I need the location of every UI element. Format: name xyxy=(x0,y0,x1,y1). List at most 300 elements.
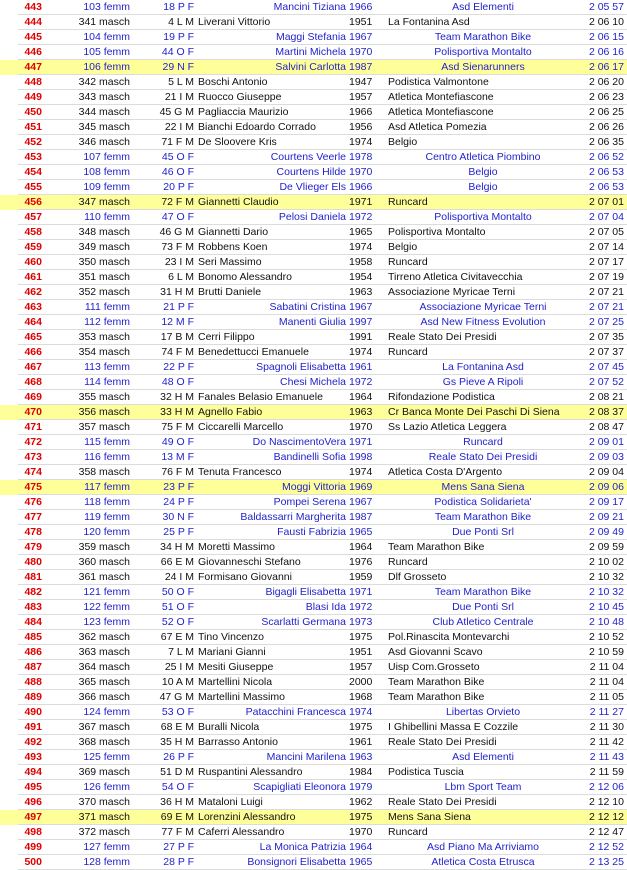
birth-year-cell: 1963 xyxy=(349,751,373,763)
category-cell: 77 F M xyxy=(161,826,194,838)
club-cell: Asd Elementi xyxy=(452,751,514,763)
position-cell: 446 xyxy=(24,46,42,58)
athlete-name-cell: Bianchi Edoardo Corrado xyxy=(198,121,316,133)
table-row xyxy=(0,300,627,315)
athlete-name-cell: Scarlatti Germana xyxy=(261,616,346,628)
club-cell: Polisportiva Montalto xyxy=(434,46,532,58)
bib-gender-cell: 361 masch xyxy=(78,571,130,583)
table-row xyxy=(0,435,627,450)
position-cell: 492 xyxy=(24,736,42,748)
club-cell: Belgio xyxy=(388,136,418,148)
category-cell: 30 N F xyxy=(162,511,194,523)
birth-year-cell: 2000 xyxy=(349,676,373,688)
athlete-name-cell: Pelosi Daniela xyxy=(278,211,346,223)
table-row xyxy=(0,0,627,15)
position-cell: 445 xyxy=(24,31,42,43)
bib-gender-cell: 362 masch xyxy=(78,631,130,643)
table-row xyxy=(0,165,627,180)
birth-year-cell: 1971 xyxy=(349,436,373,448)
table-row xyxy=(0,285,627,300)
position-cell: 468 xyxy=(24,376,42,388)
birth-year-cell: 1975 xyxy=(349,631,373,643)
club-cell: La Fontanina Asd xyxy=(442,361,524,373)
finish-time-cell: 2 08 37 xyxy=(588,406,624,418)
position-cell: 491 xyxy=(24,721,42,733)
birth-year-cell: 1964 xyxy=(349,841,373,853)
table-row xyxy=(0,210,627,225)
finish-time-cell: 2 09 04 xyxy=(588,466,624,478)
birth-year-cell: 1951 xyxy=(349,646,373,658)
category-cell: 45 O F xyxy=(161,151,194,163)
birth-year-cell: 1976 xyxy=(349,556,373,568)
finish-time-cell: 2 09 59 xyxy=(588,541,624,553)
bib-gender-cell: 351 masch xyxy=(78,271,130,283)
athlete-name-cell: Mataloni Luigi xyxy=(198,796,263,808)
athlete-name-cell: Mesiti Giuseppe xyxy=(198,661,274,673)
athlete-name-cell: Pagliaccia Maurizio xyxy=(198,106,289,118)
finish-time-cell: 2 10 45 xyxy=(588,601,624,613)
finish-time-cell: 2 12 06 xyxy=(588,781,624,793)
finish-time-cell: 2 06 25 xyxy=(588,106,624,118)
table-row xyxy=(0,255,627,270)
bib-gender-cell: 372 masch xyxy=(78,826,130,838)
table-row xyxy=(0,645,627,660)
club-cell: Asd Piano Ma Arriviamo xyxy=(426,841,540,853)
category-cell: 54 O F xyxy=(161,781,194,793)
birth-year-cell: 1967 xyxy=(349,31,373,43)
table-row xyxy=(0,720,627,735)
table-row xyxy=(0,510,627,525)
birth-year-cell: 1997 xyxy=(349,316,373,328)
athlete-name-cell: Caferri Alessandro xyxy=(198,826,285,838)
bib-gender-cell: 349 masch xyxy=(78,241,130,253)
birth-year-cell: 1965 xyxy=(349,226,373,238)
position-cell: 483 xyxy=(24,601,42,613)
bib-gender-cell: 364 masch xyxy=(78,661,130,673)
position-cell: 476 xyxy=(24,496,42,508)
finish-time-cell: 2 06 26 xyxy=(588,121,624,133)
table-row xyxy=(0,780,627,795)
category-cell: 75 F M xyxy=(161,421,194,433)
table-row xyxy=(0,495,627,510)
position-cell: 480 xyxy=(24,556,42,568)
club-cell: Dlf Grosseto xyxy=(388,571,447,583)
club-cell: Runcard xyxy=(388,346,428,358)
athlete-name-cell: Chesi Michela xyxy=(280,376,346,388)
athlete-name-cell: Do NascimentoVera xyxy=(252,436,346,448)
finish-time-cell: 2 07 37 xyxy=(588,346,624,358)
finish-time-cell: 2 09 06 xyxy=(588,481,624,493)
position-cell: 490 xyxy=(24,706,42,718)
bib-gender-cell: 369 masch xyxy=(78,766,130,778)
athlete-name-cell: Fausti Fabrizia xyxy=(277,526,346,538)
position-cell: 488 xyxy=(24,676,42,688)
position-cell: 471 xyxy=(24,421,42,433)
finish-time-cell: 2 10 48 xyxy=(588,616,624,628)
category-cell: 45 G M xyxy=(159,106,194,118)
club-cell: Podistica Valmontone xyxy=(388,76,489,88)
birth-year-cell: 1957 xyxy=(349,91,373,103)
table-row xyxy=(0,270,627,285)
bib-gender-cell: 118 femm xyxy=(84,496,130,508)
category-cell: 48 O F xyxy=(161,376,194,388)
finish-time-cell: 2 07 45 xyxy=(588,361,624,373)
bib-gender-cell: 360 masch xyxy=(78,556,130,568)
athlete-name-cell: Tenuta Francesco xyxy=(198,466,282,478)
birth-year-cell: 1962 xyxy=(349,796,373,808)
category-cell: 72 F M xyxy=(161,196,194,208)
athlete-name-cell: Patacchini Francesca xyxy=(245,706,346,718)
position-cell: 497 xyxy=(24,811,42,823)
athlete-name-cell: Martellini Massimo xyxy=(198,691,285,703)
finish-time-cell: 2 07 14 xyxy=(588,241,624,253)
club-cell: Asd New Fitness Evolution xyxy=(420,316,546,328)
category-cell: 25 I M xyxy=(164,661,194,673)
category-cell: 7 L M xyxy=(168,646,194,658)
finish-time-cell: 2 12 12 xyxy=(588,811,624,823)
birth-year-cell: 1978 xyxy=(349,151,373,163)
club-cell: Runcard xyxy=(463,436,503,448)
category-cell: 21 P F xyxy=(163,301,194,313)
position-cell: 484 xyxy=(24,616,42,628)
position-cell: 466 xyxy=(24,346,42,358)
bib-gender-cell: 355 masch xyxy=(78,391,130,403)
athlete-name-cell: Formisano Giovanni xyxy=(198,571,292,583)
bib-gender-cell: 366 masch xyxy=(78,691,130,703)
category-cell: 13 M F xyxy=(161,451,194,463)
position-cell: 451 xyxy=(24,121,42,133)
category-cell: 76 F M xyxy=(161,466,194,478)
bib-gender-cell: 105 femm xyxy=(83,46,130,58)
birth-year-cell: 1965 xyxy=(349,856,373,868)
finish-time-cell: 2 10 02 xyxy=(588,556,624,568)
bib-gender-cell: 117 femm xyxy=(84,481,130,493)
bib-gender-cell: 343 masch xyxy=(78,91,130,103)
athlete-name-cell: Giannetti Dario xyxy=(198,226,269,238)
finish-time-cell: 2 11 30 xyxy=(589,721,624,733)
bib-gender-cell: 106 femm xyxy=(83,61,130,73)
bib-gender-cell: 341 masch xyxy=(78,16,130,28)
finish-time-cell: 2 08 21 xyxy=(588,391,624,403)
position-cell: 465 xyxy=(24,331,42,343)
finish-time-cell: 2 10 52 xyxy=(588,631,624,643)
position-cell: 456 xyxy=(24,196,42,208)
category-cell: 66 E M xyxy=(160,556,194,568)
finish-time-cell: 2 06 15 xyxy=(588,31,624,43)
bib-gender-cell: 356 masch xyxy=(78,406,130,418)
club-cell: Reale Stato Dei Presidi xyxy=(388,796,497,808)
club-cell: Mens Sana Siena xyxy=(388,811,471,823)
bib-gender-cell: 365 masch xyxy=(78,676,130,688)
bib-gender-cell: 344 masch xyxy=(78,106,130,118)
position-cell: 499 xyxy=(24,841,42,853)
club-cell: Team Marathon Bike xyxy=(434,31,532,43)
athlete-name-cell: La Monica Patrizia xyxy=(259,841,346,853)
table-row xyxy=(0,120,627,135)
finish-time-cell: 2 11 43 xyxy=(589,751,624,763)
birth-year-cell: 1975 xyxy=(349,721,373,733)
table-row xyxy=(0,855,627,870)
club-cell: Pol.Rinascita Montevarchi xyxy=(388,631,510,643)
club-cell: Asd Sienarunners xyxy=(441,61,525,73)
finish-time-cell: 2 06 16 xyxy=(588,46,624,58)
table-row xyxy=(0,525,627,540)
bib-gender-cell: 112 femm xyxy=(84,316,130,328)
bib-gender-cell: 368 masch xyxy=(78,736,130,748)
bib-gender-cell: 115 femm xyxy=(84,436,130,448)
bib-gender-cell: 121 femm xyxy=(83,586,130,598)
bib-gender-cell: 363 masch xyxy=(78,646,130,658)
finish-time-cell: 2 13 25 xyxy=(588,856,624,868)
athlete-name-cell: Ruspantini Alessandro xyxy=(198,766,303,778)
table-row xyxy=(0,825,627,840)
position-cell: 463 xyxy=(24,301,42,313)
athlete-name-cell: Bonsignori Elisabetta xyxy=(247,856,346,868)
athlete-name-cell: Bigagli Elisabetta xyxy=(265,586,346,598)
club-cell: Uisp Com.Grosseto xyxy=(388,661,480,673)
position-cell: 474 xyxy=(24,466,42,478)
birth-year-cell: 1975 xyxy=(349,811,373,823)
finish-time-cell: 2 06 10 xyxy=(588,16,624,28)
birth-year-cell: 1972 xyxy=(349,376,373,388)
birth-year-cell: 1998 xyxy=(349,451,373,463)
table-row xyxy=(0,390,627,405)
bib-gender-cell: 120 femm xyxy=(83,526,130,538)
position-cell: 475 xyxy=(24,481,42,493)
table-row xyxy=(0,690,627,705)
position-cell: 461 xyxy=(24,271,42,283)
athlete-name-cell: Courtens Veerle xyxy=(270,151,346,163)
athlete-name-cell: Bandinelli Sofia xyxy=(273,451,346,463)
finish-time-cell: 2 06 53 xyxy=(588,166,624,178)
category-cell: 20 P F xyxy=(163,181,194,193)
club-cell: I Ghibellini Massa E Cozzile xyxy=(388,721,519,733)
birth-year-cell: 1947 xyxy=(349,76,373,88)
category-cell: 12 M F xyxy=(161,316,194,328)
club-cell: Asd Giovanni Scavo xyxy=(388,646,483,658)
birth-year-cell: 1966 xyxy=(349,106,373,118)
table-row xyxy=(0,330,627,345)
finish-time-cell: 2 11 42 xyxy=(589,736,624,748)
bib-gender-cell: 367 masch xyxy=(78,721,130,733)
birth-year-cell: 1966 xyxy=(349,181,373,193)
finish-time-cell: 2 07 19 xyxy=(588,271,624,283)
position-cell: 457 xyxy=(24,211,42,223)
category-cell: 31 H M xyxy=(160,286,194,298)
table-row xyxy=(0,810,627,825)
bib-gender-cell: 342 masch xyxy=(78,76,130,88)
category-cell: 32 H M xyxy=(160,391,194,403)
club-cell: Belgio xyxy=(388,241,418,253)
table-row xyxy=(0,795,627,810)
athlete-name-cell: Mancini Marilena xyxy=(266,751,346,763)
bib-gender-cell: 125 femm xyxy=(83,751,130,763)
birth-year-cell: 1987 xyxy=(349,511,373,523)
table-row xyxy=(0,225,627,240)
position-cell: 485 xyxy=(24,631,42,643)
athlete-name-cell: Ciccarelli Marcello xyxy=(198,421,284,433)
category-cell: 22 P F xyxy=(163,361,194,373)
birth-year-cell: 1963 xyxy=(349,286,373,298)
birth-year-cell: 1974 xyxy=(349,466,373,478)
table-row xyxy=(0,30,627,45)
position-cell: 470 xyxy=(24,406,42,418)
category-cell: 5 L M xyxy=(168,76,194,88)
athlete-name-cell: Buralli Nicola xyxy=(198,721,260,733)
birth-year-cell: 1968 xyxy=(349,691,373,703)
category-cell: 74 F M xyxy=(161,346,194,358)
birth-year-cell: 1959 xyxy=(349,571,373,583)
bib-gender-cell: 114 femm xyxy=(84,376,130,388)
birth-year-cell: 1987 xyxy=(349,61,373,73)
finish-time-cell: 2 07 35 xyxy=(588,331,624,343)
club-cell: Tirreno Atletica Civitavecchia xyxy=(388,271,523,283)
athlete-name-cell: Lorenzini Alessandro xyxy=(198,811,296,823)
club-cell: Runcard xyxy=(388,826,428,838)
club-cell: Team Marathon Bike xyxy=(388,676,485,688)
club-cell: Team Marathon Bike xyxy=(434,586,532,598)
table-row xyxy=(0,840,627,855)
position-cell: 453 xyxy=(24,151,42,163)
bib-gender-cell: 127 femm xyxy=(83,841,130,853)
category-cell: 51 O F xyxy=(161,601,194,613)
table-row xyxy=(0,15,627,30)
birth-year-cell: 1970 xyxy=(349,46,373,58)
athlete-name-cell: Moggi Vittoria xyxy=(281,481,346,493)
club-cell: Mens Sana Siena xyxy=(441,481,525,493)
birth-year-cell: 1971 xyxy=(349,196,373,208)
athlete-name-cell: Barrasso Antonio xyxy=(198,736,278,748)
bib-gender-cell: 345 masch xyxy=(78,121,130,133)
table-row xyxy=(0,660,627,675)
table-row xyxy=(0,765,627,780)
category-cell: 44 O F xyxy=(161,46,194,58)
birth-year-cell: 1979 xyxy=(349,781,373,793)
bib-gender-cell: 113 femm xyxy=(84,361,130,373)
birth-year-cell: 1974 xyxy=(349,241,373,253)
position-cell: 498 xyxy=(24,826,42,838)
position-cell: 452 xyxy=(24,136,42,148)
category-cell: 6 L M xyxy=(168,271,194,283)
athlete-name-cell: Manenti Giulia xyxy=(278,316,346,328)
table-row xyxy=(0,570,627,585)
athlete-name-cell: Robbens Koen xyxy=(198,241,268,253)
finish-time-cell: 2 06 52 xyxy=(588,151,624,163)
table-row xyxy=(0,135,627,150)
table-row xyxy=(0,585,627,600)
club-cell: Reale Stato Dei Presidi xyxy=(388,331,497,343)
table-row xyxy=(0,600,627,615)
athlete-name-cell: Courtens Hilde xyxy=(276,166,346,178)
bib-gender-cell: 108 femm xyxy=(83,166,130,178)
position-cell: 500 xyxy=(24,856,42,868)
bib-gender-cell: 122 femm xyxy=(83,601,130,613)
position-cell: 458 xyxy=(24,226,42,238)
athlete-name-cell: Benedettucci Emanuele xyxy=(198,346,309,358)
club-cell: Centro Atletica Piombino xyxy=(425,151,541,163)
table-row xyxy=(0,90,627,105)
bib-gender-cell: 354 masch xyxy=(78,346,130,358)
finish-time-cell: 2 11 59 xyxy=(589,766,624,778)
birth-year-cell: 1963 xyxy=(349,406,373,418)
finish-time-cell: 2 12 52 xyxy=(588,841,624,853)
club-cell: Team Marathon Bike xyxy=(434,511,532,523)
birth-year-cell: 1972 xyxy=(349,601,373,613)
bib-gender-cell: 126 femm xyxy=(83,781,130,793)
bib-gender-cell: 103 femm xyxy=(83,1,130,13)
finish-time-cell: 2 09 21 xyxy=(588,511,624,523)
birth-year-cell: 1964 xyxy=(349,391,373,403)
finish-time-cell: 2 11 04 xyxy=(589,676,624,688)
bib-gender-cell: 119 femm xyxy=(84,511,130,523)
position-cell: 454 xyxy=(24,166,42,178)
position-cell: 450 xyxy=(24,106,42,118)
birth-year-cell: 1967 xyxy=(349,496,373,508)
position-cell: 444 xyxy=(24,16,42,28)
birth-year-cell: 1970 xyxy=(349,421,373,433)
category-cell: 17 B M xyxy=(160,331,194,343)
category-cell: 46 O F xyxy=(161,166,194,178)
finish-time-cell: 2 12 47 xyxy=(588,826,624,838)
bib-gender-cell: 353 masch xyxy=(78,331,130,343)
finish-time-cell: 2 09 17 xyxy=(588,496,624,508)
category-cell: 51 D M xyxy=(160,766,194,778)
finish-time-cell: 2 07 52 xyxy=(588,376,624,388)
club-cell: Runcard xyxy=(388,256,428,268)
club-cell: Due Ponti Srl xyxy=(452,601,514,613)
birth-year-cell: 1958 xyxy=(349,256,373,268)
finish-time-cell: 2 07 21 xyxy=(588,286,624,298)
bib-gender-cell: 358 masch xyxy=(78,466,130,478)
category-cell: 25 P F xyxy=(163,526,194,538)
bib-gender-cell: 352 masch xyxy=(78,286,130,298)
category-cell: 23 I M xyxy=(164,256,194,268)
category-cell: 29 N F xyxy=(162,61,194,73)
birth-year-cell: 1991 xyxy=(349,331,373,343)
birth-year-cell: 1951 xyxy=(349,16,373,28)
category-cell: 69 E M xyxy=(160,811,194,823)
finish-time-cell: 2 09 01 xyxy=(588,436,624,448)
finish-time-cell: 2 09 03 xyxy=(588,451,624,463)
athlete-name-cell: Fanales Belasio Emanuele xyxy=(198,391,323,403)
club-cell: Runcard xyxy=(388,196,428,208)
finish-time-cell: 2 06 17 xyxy=(588,61,624,73)
athlete-name-cell: Moretti Massimo xyxy=(198,541,276,553)
table-row xyxy=(0,345,627,360)
bib-gender-cell: 116 femm xyxy=(84,451,130,463)
position-cell: 477 xyxy=(24,511,42,523)
position-cell: 459 xyxy=(24,241,42,253)
category-cell: 23 P F xyxy=(163,481,194,493)
birth-year-cell: 1973 xyxy=(349,616,373,628)
position-cell: 482 xyxy=(24,586,42,598)
club-cell: Polisportiva Montalto xyxy=(388,226,486,238)
bib-gender-cell: 348 masch xyxy=(78,226,130,238)
finish-time-cell: 2 06 35 xyxy=(588,136,624,148)
table-row xyxy=(0,450,627,465)
finish-time-cell: 2 06 23 xyxy=(588,91,624,103)
club-cell: Gs Pieve A Ripoli xyxy=(442,376,524,388)
birth-year-cell: 1974 xyxy=(349,706,373,718)
club-cell: Asd Elementi xyxy=(452,1,514,13)
athlete-name-cell: Brutti Daniele xyxy=(198,286,262,298)
athlete-name-cell: Spagnoli Elisabetta xyxy=(256,361,346,373)
bib-gender-cell: 107 femm xyxy=(83,151,130,163)
club-cell: Ss Lazio Atletica Leggera xyxy=(388,421,507,433)
table-row xyxy=(0,735,627,750)
athlete-name-cell: Ruocco Giuseppe xyxy=(198,91,282,103)
bib-gender-cell: 359 masch xyxy=(78,541,130,553)
